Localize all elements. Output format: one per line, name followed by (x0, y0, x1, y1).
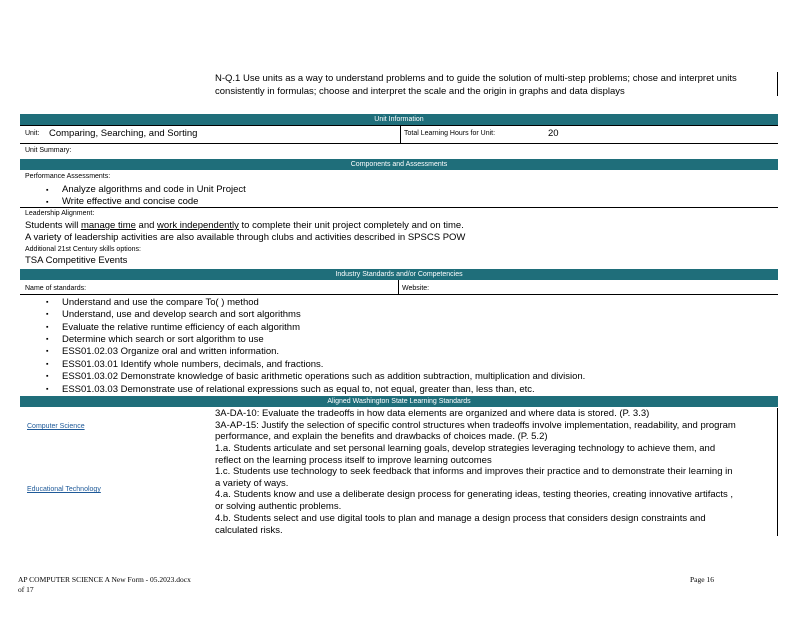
total-hours-value: 20 (548, 128, 559, 139)
top-note-rule (777, 72, 778, 96)
industry-item: ESS01.03.02 Demonstrate knowledge of basic arithmetic operations such as addition subtraction, multiplication and division. (62, 371, 586, 382)
industry-item: Understand, use and develop search and sort algorithms (62, 309, 301, 320)
divider (20, 125, 778, 126)
performance-item: Write effective and concise code (62, 196, 199, 207)
edtech-standard-line: 1.a. Students articulate and set personal learning goals, develop strategies leveraging technology to achieve them, and (215, 443, 716, 454)
bullet-icon: ▪ (46, 361, 49, 368)
leadership-label: Leadership Alignment: (25, 210, 95, 217)
cs-standard-line: performance, and explain the benefits and drawbacks of choices made. (P. 5.2) (215, 431, 548, 442)
footer-filename: AP COMPUTER SCIENCE A New Form - 05.2023.docx (18, 575, 191, 584)
bullet-icon: ▪ (46, 299, 49, 306)
computer-science-link[interactable]: Computer Science (27, 423, 85, 430)
performance-label: Performance Assessments: (25, 173, 111, 180)
unit-label: Unit: (25, 130, 40, 137)
footer-page-total: of 17 (18, 585, 34, 594)
divider (20, 294, 778, 295)
industry-header: Industry Standards and/or Competencies (20, 269, 778, 280)
performance-item: Analyze algorithms and code in Unit Project (62, 184, 246, 195)
cell-divider (777, 408, 778, 536)
bullet-icon: ▪ (46, 386, 49, 393)
bullet-icon: ▪ (46, 348, 49, 355)
additional-skills-label: Additional 21st Century skills options: (25, 246, 141, 253)
industry-item: Determine which search or sort algorithm to use (62, 334, 264, 345)
bullet-icon: ▪ (46, 199, 49, 206)
industry-item: Understand and use the compare To( ) method (62, 297, 259, 308)
cs-standard-line: 3A-AP-15: Justify the selection of specific control structures when tradeoffs involve implementation, readability, and program (215, 419, 736, 431)
edtech-standard-line: calculated risks. (215, 524, 283, 536)
additional-skills-value: TSA Competitive Events (25, 255, 128, 266)
industry-item: ESS01.03.01 Identify whole numbers, decimals, and fractions. (62, 359, 324, 370)
divider (20, 143, 778, 144)
edtech-standard-line: or solving authentic problems. (215, 500, 342, 512)
divider (20, 207, 778, 208)
summary-label: Unit Summary: (25, 147, 72, 154)
industry-item: ESS01.02.03 Organize oral and written information. (62, 346, 280, 357)
cell-divider (398, 280, 399, 294)
website-label: Website: (402, 285, 430, 292)
edtech-standard-line: 4.a. Students know and use a deliberate design process for generating ideas, testing theories, creating innovative artifacts , (215, 489, 734, 500)
educational-technology-link[interactable]: Educational Technology (27, 486, 101, 493)
edtech-standard-line: 4.b. Students select and use digital tools to plan and manage a design process that considers design constraints and (215, 513, 706, 524)
industry-item: Evaluate the relative runtime efficiency of each algorithm (62, 322, 300, 333)
leadership-line-2: A variety of leadership activities are also available through clubs and activities described in SPSCS POW (25, 232, 466, 243)
industry-item: ESS01.03.03 Demonstrate use of relational expressions such as equal to, not equal, greater than, less than, etc. (62, 384, 535, 395)
name-of-standards-label: Name of standards: (25, 285, 87, 292)
unit-info-header: Unit Information (20, 114, 778, 125)
cell-divider (400, 125, 401, 143)
edtech-standard-line: a variety of ways. (215, 477, 289, 489)
leadership-line-1: Students will manage time and work independently to complete their unit project completely and on time. (25, 220, 464, 231)
bullet-icon: ▪ (46, 336, 49, 343)
components-header: Components and Assessments (20, 159, 778, 170)
bullet-icon: ▪ (46, 311, 49, 318)
bullet-icon: ▪ (46, 324, 49, 331)
unit-value: Comparing, Searching, and Sorting (49, 128, 198, 139)
bullet-icon: ▪ (46, 187, 49, 194)
aligned-standards-header: Aligned Washington State Learning Standards (20, 396, 778, 407)
total-hours-label: Total Learning Hours for Unit: (404, 130, 496, 137)
cs-standard-line: 3A-DA-10: Evaluate the tradeoffs in how data elements are organized and where data is stored. (P. 3.3) (215, 408, 650, 419)
edtech-standard-line: 1.c. Students use technology to seek feedback that informs and improves their practice and to demonstrate their learning in (215, 466, 733, 477)
bullet-icon: ▪ (46, 373, 49, 380)
edtech-standard-line: reflect on the learning process itself to improve learning outcomes (215, 454, 492, 466)
footer-page-number: Page 16 (690, 575, 714, 584)
top-standard-note: N-Q.1 Use units as a way to understand problems and to guide the solution of multi-step problems; chose and interpret units consistently in formulas; choose and interpret the scale and the origin in graphs and data displays (215, 73, 737, 97)
